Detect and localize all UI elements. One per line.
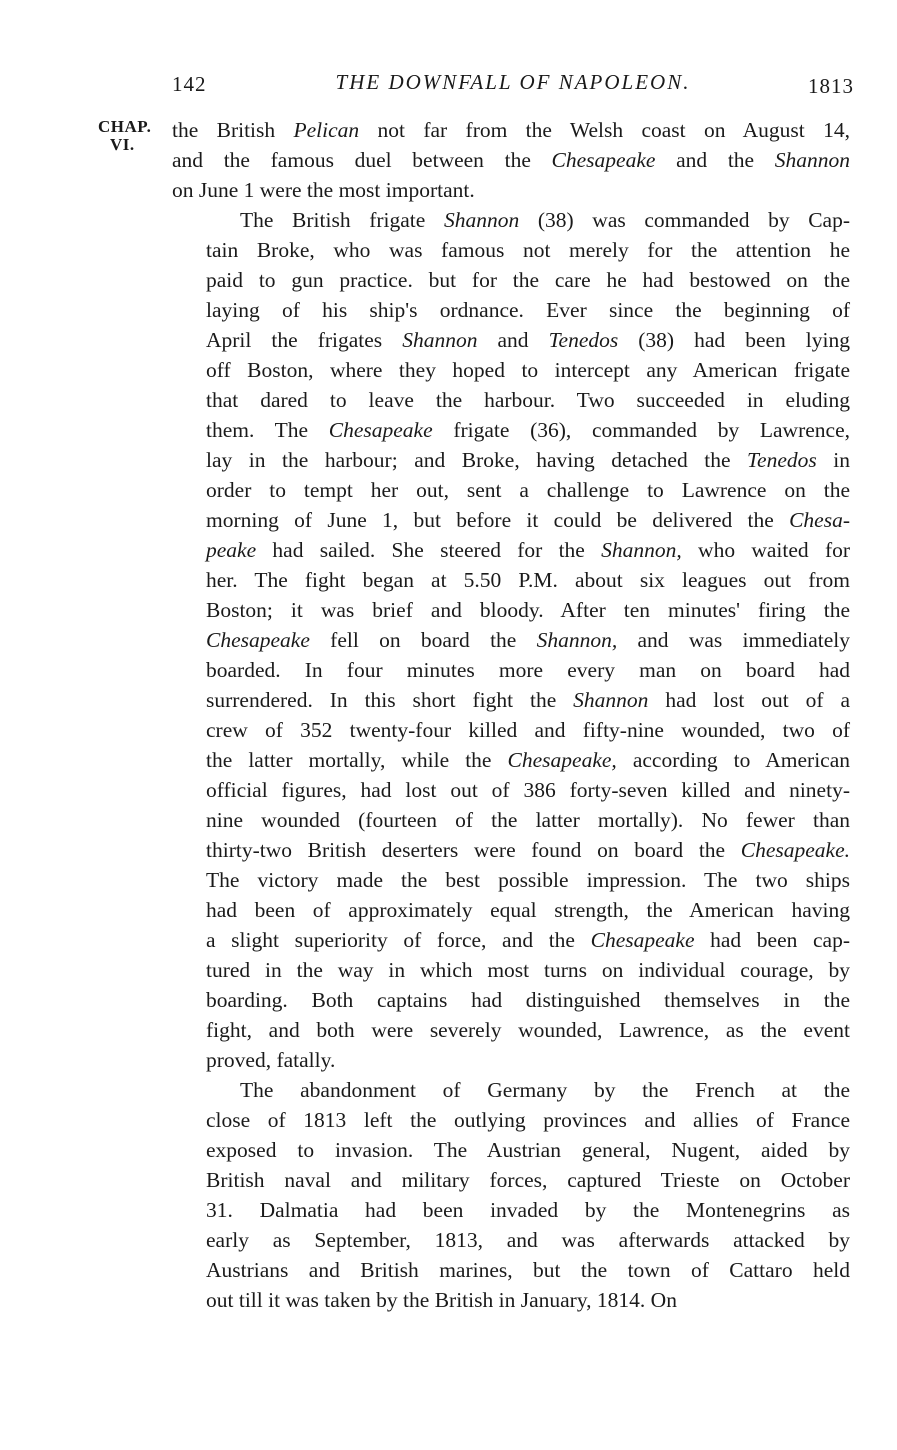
text-line: peake had sailed. She steered for the Shannon, who waited for bbox=[206, 538, 851, 562]
text-line: off Boston, where they hoped to intercept any American frigate bbox=[206, 358, 850, 382]
text-line: official figures, had lost out of 386 forty-seven killed and ninety- bbox=[206, 778, 850, 802]
paragraph bbox=[172, 205, 850, 1075]
chapter-number: VI. bbox=[110, 135, 135, 154]
text-line: The British frigate Shannon (38) was commanded by Cap- bbox=[240, 208, 850, 232]
running-title: THE DOWNFALL OF NAPOLEON. bbox=[335, 70, 691, 94]
text-line: her. The fight began at 5.50 P.M. about six leagues out from bbox=[206, 568, 850, 592]
text-line: and the famous duel between the Chesapeake and the Shannon bbox=[172, 148, 851, 172]
body-text bbox=[172, 115, 850, 1315]
text-line: boarding. Both captains had distinguished themselves in the bbox=[206, 988, 850, 1012]
text-line: Austrians and British marines, but the town of Cattaro held bbox=[206, 1258, 850, 1282]
text-line: that dared to leave the harbour. Two succeeded in eluding bbox=[206, 388, 850, 412]
text-line: paid to gun practice. but for the care he had bestowed on the bbox=[206, 268, 850, 292]
chapter-margin-note bbox=[98, 118, 168, 154]
text-line: proved, fatally. bbox=[206, 1048, 336, 1072]
text-line: surrendered. In this short fight the Shannon had lost out of a bbox=[206, 688, 850, 712]
text-line: tain Broke, who was famous not merely for the attention he bbox=[206, 238, 850, 262]
text-line: tured in the way in which most turns on individual courage, by bbox=[206, 958, 850, 982]
text-line: the latter mortally, while the Chesapeake, according to American bbox=[206, 748, 850, 772]
text-line: had been of approximately equal strength, the American having bbox=[206, 898, 850, 922]
text-line: nine wounded (fourteen of the latter mortally). No fewer than bbox=[206, 808, 850, 832]
text-line: boarded. In four minutes more every man on board had bbox=[206, 658, 850, 682]
text-line: the British Pelican not far from the Welsh coast on August 14, bbox=[172, 118, 850, 142]
header-year: 1813 bbox=[808, 74, 854, 98]
text-line: lay in the harbour; and Broke, having detached the Tenedos in bbox=[206, 448, 850, 472]
paragraph bbox=[172, 115, 850, 205]
text-line: fight, and both were severely wounded, Lawrence, as the event bbox=[206, 1018, 850, 1042]
text-line: morning of June 1, but before it could be delivered the Chesa- bbox=[206, 508, 850, 532]
text-line: Boston; it was brief and bloody. After ten minutes' firing the bbox=[206, 598, 850, 622]
text-line: April the frigates Shannon and Tenedos (38) had been lying bbox=[206, 328, 850, 352]
text-line: thirty-two British deserters were found on board the Chesapeake. bbox=[206, 838, 850, 862]
text-line: Chesapeake fell on board the Shannon, and was immediately bbox=[206, 628, 850, 652]
page-number: 142 bbox=[172, 72, 207, 96]
text-line: them. The Chesapeake frigate (36), commanded by Lawrence, bbox=[206, 418, 850, 442]
text-line: The victory made the best possible impression. The two ships bbox=[206, 868, 850, 892]
running-header bbox=[172, 66, 854, 100]
text-line: early as September, 1813, and was afterwards attacked by bbox=[206, 1228, 850, 1252]
text-line: British naval and military forces, captured Trieste on October bbox=[206, 1168, 850, 1192]
text-line: exposed to invasion. The Austrian general, Nugent, aided by bbox=[206, 1138, 850, 1162]
paragraph bbox=[172, 1075, 850, 1315]
text-line: 31. Dalmatia had been invaded by the Montenegrins as bbox=[206, 1198, 850, 1222]
text-line: out till it was taken by the British in January, 1814. On bbox=[206, 1288, 677, 1312]
chapter-label: CHAP. bbox=[98, 117, 152, 136]
text-line: The abandonment of Germany by the French at the bbox=[240, 1078, 850, 1102]
text-line: crew of 352 twenty-four killed and fifty-nine wounded, two of bbox=[206, 718, 850, 742]
text-line: order to tempt her out, sent a challenge to Lawrence on the bbox=[206, 478, 850, 502]
text-line: on June 1 were the most important. bbox=[172, 178, 475, 202]
text-line: close of 1813 left the outlying provinces and allies of France bbox=[206, 1108, 850, 1132]
text-line: laying of his ship's ordnance. Ever since the beginning of bbox=[206, 298, 850, 322]
text-line: a slight superiority of force, and the Chesapeake had been cap- bbox=[206, 928, 850, 952]
